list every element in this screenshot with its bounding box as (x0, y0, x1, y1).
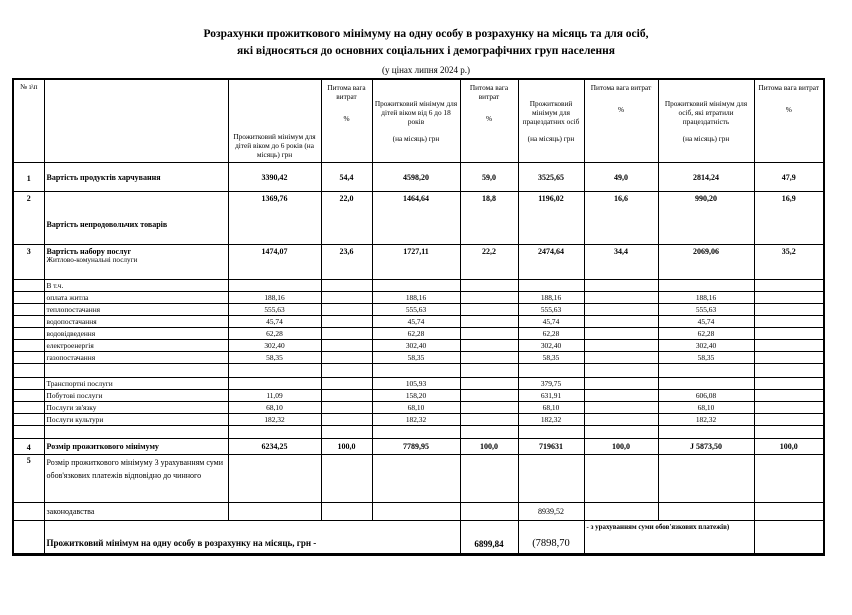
value-cell (321, 503, 372, 521)
row-label-cell (44, 426, 228, 439)
value-cell (754, 340, 824, 352)
value-cell: 100,0 (584, 439, 658, 455)
column-header-6: Прожитковий мінімум для працездатних осіб (на місяць) грн (518, 79, 584, 163)
value-cell: 555,63 (372, 304, 460, 316)
value-cell: 1464,64 (372, 192, 460, 245)
main-table (12, 78, 825, 556)
value-cell: 719631 (518, 439, 584, 455)
column-header-7: Питома вага витрат % (584, 79, 658, 163)
table-row (13, 280, 824, 292)
table-row (13, 426, 824, 439)
value-cell: 105,93 (372, 378, 460, 390)
row-label-cell: водопостачання (44, 316, 228, 328)
row-number-cell (13, 364, 44, 378)
row-number-cell (13, 352, 44, 364)
value-cell: 2069,06 (658, 245, 754, 280)
column-header-5: Питома вага витрат % (460, 79, 518, 163)
value-cell: 3525,65 (518, 163, 584, 192)
value-cell: 188,16 (658, 292, 754, 304)
value-cell: 22,2 (460, 245, 518, 280)
value-cell (754, 455, 824, 503)
summary-value2-cell: (7898,70 (518, 521, 584, 555)
summary-value-cell: 6899,84 (460, 521, 518, 555)
value-cell (321, 292, 372, 304)
value-cell (460, 316, 518, 328)
value-cell: 302,40 (518, 340, 584, 352)
value-cell (584, 316, 658, 328)
table-row (13, 163, 824, 192)
value-cell (321, 426, 372, 439)
value-cell: 1369,76 (228, 192, 321, 245)
value-cell (754, 503, 824, 521)
row-number-cell (13, 414, 44, 426)
column-header-0: № з\п (13, 79, 44, 163)
value-cell (584, 304, 658, 316)
value-cell (754, 390, 824, 402)
table-row (13, 352, 824, 364)
value-cell (321, 340, 372, 352)
value-cell: 631,91 (518, 390, 584, 402)
value-cell: 1196,02 (518, 192, 584, 245)
value-cell: 8939,52 (518, 503, 584, 521)
value-cell: 1474,07 (228, 245, 321, 280)
value-cell (754, 292, 824, 304)
row-number-cell (13, 390, 44, 402)
row-label-cell (44, 364, 228, 378)
value-cell: 49,0 (584, 163, 658, 192)
row-label-cell: теплопостачання (44, 304, 228, 316)
table-row (13, 340, 824, 352)
table-row (13, 378, 824, 390)
row-label-cell: В т.ч. (44, 280, 228, 292)
column-header-1 (44, 79, 228, 163)
value-cell (584, 390, 658, 402)
value-cell (658, 426, 754, 439)
value-cell (321, 455, 372, 503)
page-subtitle: (у цінах липня 2024 р.) (382, 65, 470, 75)
value-cell (584, 328, 658, 340)
value-cell: 3390,42 (228, 163, 321, 192)
value-cell: 7789,95 (372, 439, 460, 455)
value-cell: 59,0 (460, 163, 518, 192)
value-cell: 62,28 (658, 328, 754, 340)
value-cell: 100,0 (754, 439, 824, 455)
column-header-8: Прожитковий мінімум для осіб, які втратили працездатність (на місяць) грн (658, 79, 754, 163)
row-number-cell (13, 304, 44, 316)
value-cell (754, 316, 824, 328)
value-cell (584, 378, 658, 390)
value-cell: 606,08 (658, 390, 754, 402)
table-row (13, 245, 824, 280)
value-cell: 11,09 (228, 390, 321, 402)
value-cell: 182,32 (658, 414, 754, 426)
table-row (13, 439, 824, 455)
row-label-cell: газопостачання (44, 352, 228, 364)
value-cell (460, 328, 518, 340)
value-cell (584, 292, 658, 304)
column-header-4: Прожитковий мінімум для дітей віком від 6 до 18 років (на місяць) грн (372, 79, 460, 163)
value-cell (460, 402, 518, 414)
value-cell: 555,63 (658, 304, 754, 316)
row-label-cell: Розмір прожиткового мінімуму (44, 439, 228, 455)
table-row (13, 503, 824, 521)
value-cell (584, 340, 658, 352)
value-cell (658, 280, 754, 292)
column-header-2: Прожитковий мінімум для дітей віком до 6 років (на місяць) грн (228, 79, 321, 163)
value-cell: 68,10 (228, 402, 321, 414)
value-cell: 62,28 (228, 328, 321, 340)
value-cell: 18,8 (460, 192, 518, 245)
row-label-cell: водовідведення (44, 328, 228, 340)
value-cell (584, 503, 658, 521)
column-header-3: Питома вага витрат % (321, 79, 372, 163)
row-number-cell: 5 (13, 455, 44, 503)
row-number-cell (13, 340, 44, 352)
row-number-cell: 2 (13, 192, 44, 245)
value-cell (584, 352, 658, 364)
value-cell (754, 304, 824, 316)
value-cell (372, 426, 460, 439)
value-cell (658, 364, 754, 378)
row-number-cell (13, 292, 44, 304)
value-cell (460, 340, 518, 352)
value-cell: 1727,11 (372, 245, 460, 280)
value-cell (584, 426, 658, 439)
value-cell: 302,40 (372, 340, 460, 352)
value-cell (584, 364, 658, 378)
value-cell (754, 328, 824, 340)
value-cell (321, 280, 372, 292)
value-cell: 158,20 (372, 390, 460, 402)
table-body (13, 163, 824, 555)
row-number-cell (13, 328, 44, 340)
value-cell: 4598,20 (372, 163, 460, 192)
value-cell (321, 304, 372, 316)
value-cell (321, 402, 372, 414)
table-row (13, 316, 824, 328)
value-cell: 379,75 (518, 378, 584, 390)
table-row (13, 390, 824, 402)
summary-note-cell: - з урахуванням суми обов'язкових платежів) (584, 521, 754, 555)
value-cell (460, 292, 518, 304)
row-number-cell: 3 (13, 245, 44, 280)
value-cell: 58,35 (372, 352, 460, 364)
empty-cell (754, 521, 824, 555)
value-cell: 58,35 (228, 352, 321, 364)
value-cell (584, 402, 658, 414)
row-number-cell (13, 521, 44, 555)
value-cell (372, 503, 460, 521)
row-label-cell: оплата житла (44, 292, 228, 304)
value-cell (460, 426, 518, 439)
value-cell: 58,35 (658, 352, 754, 364)
value-cell (460, 280, 518, 292)
value-cell (372, 280, 460, 292)
table-row (13, 364, 824, 378)
value-cell (321, 378, 372, 390)
value-cell (228, 280, 321, 292)
value-cell (321, 316, 372, 328)
value-cell: 6234,25 (228, 439, 321, 455)
value-cell (658, 455, 754, 503)
value-cell (658, 503, 754, 521)
row-number-cell (13, 426, 44, 439)
value-cell: 35,2 (754, 245, 824, 280)
row-number-cell (13, 378, 44, 390)
row-label-cell: Вартість непродовольчих товарів (44, 192, 228, 245)
table-row (13, 292, 824, 304)
value-cell: 188,16 (228, 292, 321, 304)
value-cell: 45,74 (372, 316, 460, 328)
value-cell (754, 364, 824, 378)
value-cell: 555,63 (518, 304, 584, 316)
value-cell: 47,9 (754, 163, 824, 192)
value-cell (228, 364, 321, 378)
value-cell (518, 364, 584, 378)
row-label-cell: електроенергія (44, 340, 228, 352)
value-cell: 100,0 (321, 439, 372, 455)
value-cell (460, 378, 518, 390)
value-cell (321, 352, 372, 364)
value-cell (584, 455, 658, 503)
value-cell: 68,10 (518, 402, 584, 414)
value-cell (321, 390, 372, 402)
value-cell (460, 304, 518, 316)
row-number-cell: 1 (13, 163, 44, 192)
value-cell (372, 364, 460, 378)
row-label-cell: Вартість продуктів харчування (44, 163, 228, 192)
value-cell (754, 352, 824, 364)
value-cell: 2814,24 (658, 163, 754, 192)
value-cell (658, 378, 754, 390)
value-cell (460, 390, 518, 402)
value-cell: 45,74 (518, 316, 584, 328)
value-cell: 2474,64 (518, 245, 584, 280)
value-cell: J 5873,50 (658, 439, 754, 455)
row-number-cell (13, 316, 44, 328)
value-cell: 302,40 (658, 340, 754, 352)
value-cell: 182,32 (228, 414, 321, 426)
value-cell (754, 414, 824, 426)
value-cell (228, 455, 321, 503)
value-cell (460, 503, 518, 521)
value-cell: 23,6 (321, 245, 372, 280)
column-header-9: Питома вага витрат % (754, 79, 824, 163)
value-cell (321, 414, 372, 426)
row-label-cell: Послуги культури (44, 414, 228, 426)
value-cell (584, 280, 658, 292)
value-cell: 16,9 (754, 192, 824, 245)
summary-label-cell: Прожитковий мінімум на одну особу в розрахунку на місяць, грн - (44, 521, 460, 555)
value-cell: 45,74 (658, 316, 754, 328)
value-cell (518, 455, 584, 503)
value-cell: 555,63 (228, 304, 321, 316)
table-row (13, 414, 824, 426)
value-cell: 188,16 (518, 292, 584, 304)
row-number-cell: 4 (13, 439, 44, 455)
value-cell (754, 378, 824, 390)
value-cell (460, 364, 518, 378)
row-label-cell: Розмір прожиткового мінімуму 3 урахуванням суми обов'язкових платежів відповідно до чинного (44, 455, 228, 503)
value-cell: 68,10 (372, 402, 460, 414)
value-cell: 990,20 (658, 192, 754, 245)
row-number-cell (13, 280, 44, 292)
table-row-summary (13, 521, 824, 555)
document-title-block (0, 26, 852, 75)
value-cell (228, 503, 321, 521)
row-number-cell (13, 402, 44, 414)
row-label-cell: Вартість набору послуг Житлово-комунальні послуги (44, 245, 228, 280)
page-title-line2: які відносяться до основних соціальних і демографічних груп населення (237, 45, 615, 57)
value-cell: 54,4 (321, 163, 372, 192)
value-cell: 62,28 (372, 328, 460, 340)
value-cell: 68,10 (658, 402, 754, 414)
value-cell (321, 364, 372, 378)
value-cell (518, 426, 584, 439)
table-row (13, 402, 824, 414)
row-label-cell: законодавства (44, 503, 228, 521)
value-cell (321, 328, 372, 340)
row-label-cell: Послуги зв'язку (44, 402, 228, 414)
value-cell (460, 455, 518, 503)
value-cell: 34,4 (584, 245, 658, 280)
table-row (13, 328, 824, 340)
value-cell (460, 352, 518, 364)
value-cell (372, 455, 460, 503)
table-row (13, 304, 824, 316)
value-cell (754, 426, 824, 439)
row-label-cell: Побутові послуги (44, 390, 228, 402)
table-header-row (13, 79, 824, 163)
value-cell: 22,0 (321, 192, 372, 245)
row-label-cell: Транспортні послуги (44, 378, 228, 390)
table-row (13, 455, 824, 503)
value-cell (584, 414, 658, 426)
value-cell (518, 280, 584, 292)
value-cell (228, 426, 321, 439)
value-cell: 62,28 (518, 328, 584, 340)
value-cell: 58,35 (518, 352, 584, 364)
page-title-line1: Розрахунки прожиткового мінімуму на одну особу в розрахунку на місяць та для осіб, (203, 28, 649, 40)
value-cell: 182,32 (372, 414, 460, 426)
value-cell: 182,32 (518, 414, 584, 426)
value-cell (460, 414, 518, 426)
value-cell (754, 280, 824, 292)
value-cell: 188,16 (372, 292, 460, 304)
value-cell (228, 378, 321, 390)
value-cell: 100,0 (460, 439, 518, 455)
value-cell: 302,40 (228, 340, 321, 352)
table-row (13, 192, 824, 245)
row-number-cell (13, 503, 44, 521)
value-cell: 16,6 (584, 192, 658, 245)
value-cell (754, 402, 824, 414)
value-cell: 45,74 (228, 316, 321, 328)
